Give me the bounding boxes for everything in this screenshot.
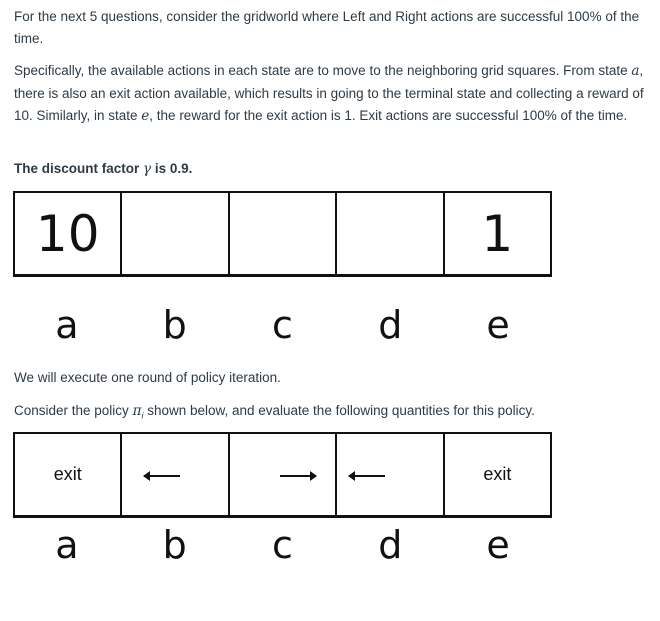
grid-cell-d (337, 193, 444, 274)
policy-text-1: We will execute one round of policy iteration. (14, 370, 281, 385)
policy-text-2b: shown below, and evaluate the following quantities for this policy. (143, 403, 535, 418)
state-label-c: c (272, 523, 293, 567)
rewards-grid-labels (13, 303, 552, 347)
discount-text-2: is 0.9. (151, 161, 193, 176)
state-label-e: e (486, 303, 510, 347)
grid-cell-e (445, 193, 550, 274)
policy-grid-labels (13, 523, 552, 567)
gamma-symbol: γ (143, 161, 152, 177)
state-label-b: b (162, 303, 187, 347)
exit-action-e: exit (483, 464, 512, 484)
intro-paragraph (14, 6, 644, 50)
pi-symbol: π (132, 403, 142, 419)
state-label-c: c (272, 303, 293, 347)
policy-cell-d (337, 434, 444, 515)
rewards-grid (13, 191, 552, 277)
actions-text-3: , the reward for the exit action is 1. Exit actions are successful 100% of the time. (149, 107, 628, 123)
state-label-a: a (55, 523, 79, 567)
right-arrow-icon (280, 475, 316, 477)
policy-cell-a (15, 434, 122, 515)
grid-cell-a (15, 193, 122, 274)
policy-cell-b (122, 434, 229, 515)
reward-a: 10 (35, 204, 100, 263)
policy-text-2a: Consider the policy (14, 403, 133, 418)
policy-cell-e (445, 434, 550, 515)
left-arrow-icon (349, 475, 385, 477)
actions-text-1: Specifically, the available actions in each state are to move to the neighboring grid squares. From state (14, 63, 632, 78)
state-label-b: b (162, 523, 187, 567)
policy-grid (13, 432, 552, 518)
exit-action-a: exit (53, 464, 82, 484)
actions-text-2: , there is also an exit action available, which results in going to the terminal state and collecting a reward of 10. Similarly, in state (14, 63, 644, 123)
state-label-a: a (55, 303, 79, 347)
state-e-var: e (141, 107, 150, 124)
grid-cell-c (230, 193, 337, 274)
reward-e: 1 (481, 204, 514, 263)
state-label-d: d (378, 523, 403, 567)
policy-consider-line (14, 400, 644, 427)
state-label-e: e (486, 523, 510, 567)
actions-paragraph (14, 60, 644, 127)
state-a-var: a (631, 63, 640, 79)
policy-iteration-line (14, 367, 644, 389)
intro-line: For the next 5 questions, consider the gridworld where Left and Right actions are successful 100% of the time. (14, 9, 640, 46)
left-arrow-icon (144, 475, 180, 477)
discount-text-1: The discount factor (14, 161, 144, 176)
state-label-d: d (378, 303, 403, 347)
policy-cell-c (230, 434, 337, 515)
grid-cell-b (122, 193, 229, 274)
discount-line (14, 158, 644, 181)
pi-subscript: i (141, 410, 144, 421)
